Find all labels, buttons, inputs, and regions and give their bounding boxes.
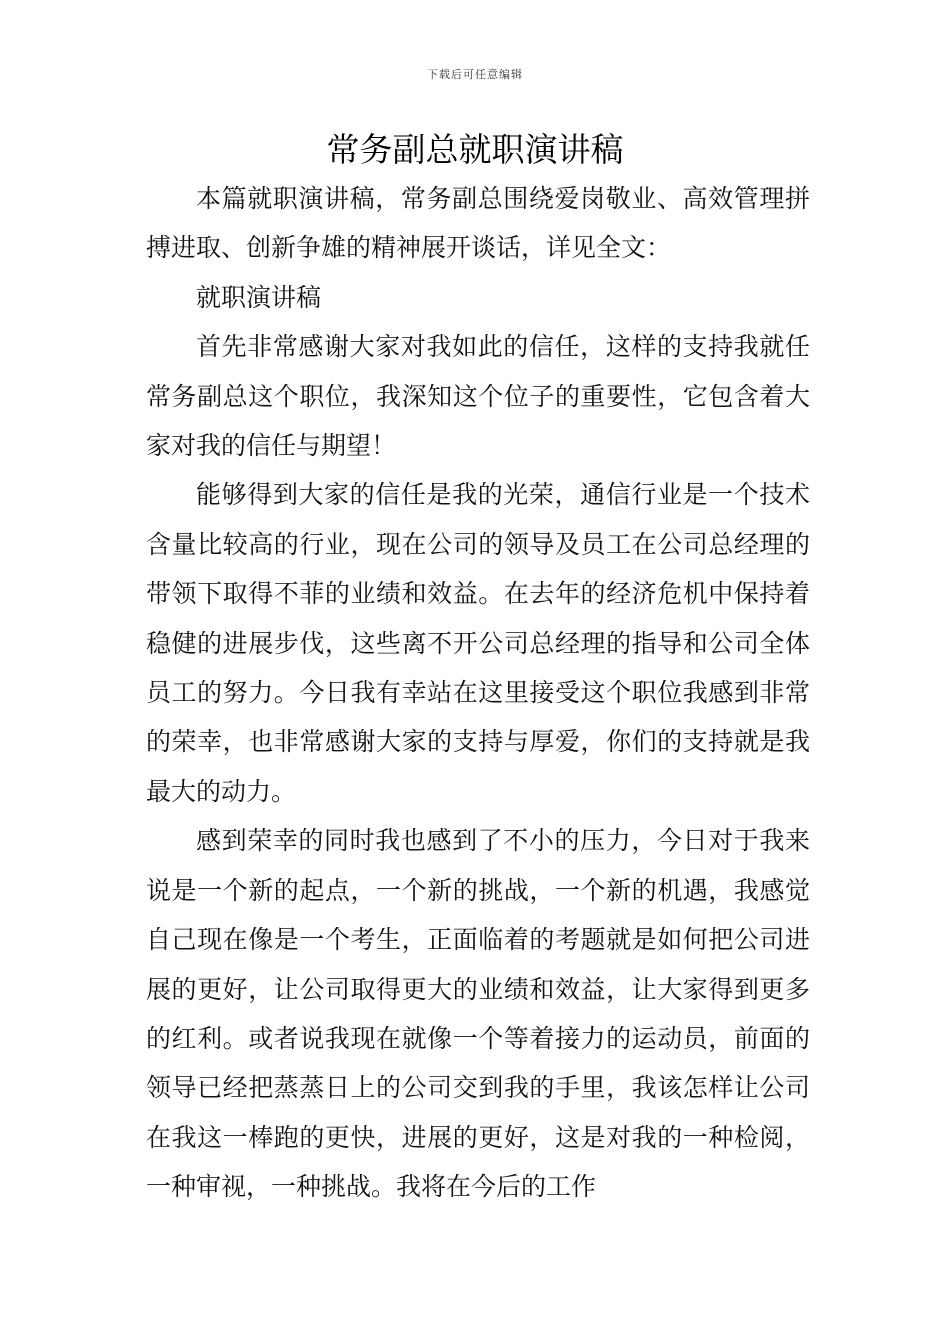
body-paragraph: 感到荣幸的同时我也感到了不小的压力，今日对于我来说是一个新的起点，一个新的挑战，一个新的机遇，我感觉自己现在像是一个考生，正面临着的考题就是如何把公司进展的更好，让公司取得更大的业绩和效益，让大家得到更多的红利。或者说我现在就像一个等着接力的运动员，前面的领导已经把蒸蒸日上的公司交到我的手里，我该怎样让公司在我这一棒跑的更快，进展的更好，这是对我的一种检阅，一种审视，一种挑战。我将在今后的工作 — [146, 826, 810, 1202]
header-note: 下载后可任意编辑 — [427, 68, 523, 81]
section-heading: 就职演讲稿 — [196, 282, 322, 312]
body-paragraph: 能够得到大家的信任是我的光荣，通信行业是一个技术含量比较高的行业，现在公司的领导及员工在公司总经理的带领下取得不菲的业绩和效益。在去年的经济危机中保持着稳健的进展步伐，这些离不开公司总经理的指导和公司全体员工的努力。今日我有幸站在这里接受这个职位我感到非常的荣幸，也非常感谢大家的支持与厚爱，你们的支持就是我最大的动力。 — [146, 480, 810, 806]
body-paragraph: 首先非常感谢大家对我如此的信任，这样的支持我就任常务副总这个职位，我深知这个位子的重要性，它包含着大家对我的信任与期望！ — [146, 332, 810, 461]
intro-paragraph: 本篇就职演讲稿，常务副总围绕爱岗敬业、高效管理拼搏进取、创新争雄的精神展开谈话，详见全文： — [146, 184, 810, 263]
document-title: 常务副总就职演讲稿 — [326, 130, 624, 169]
document-body — [146, 174, 810, 1212]
